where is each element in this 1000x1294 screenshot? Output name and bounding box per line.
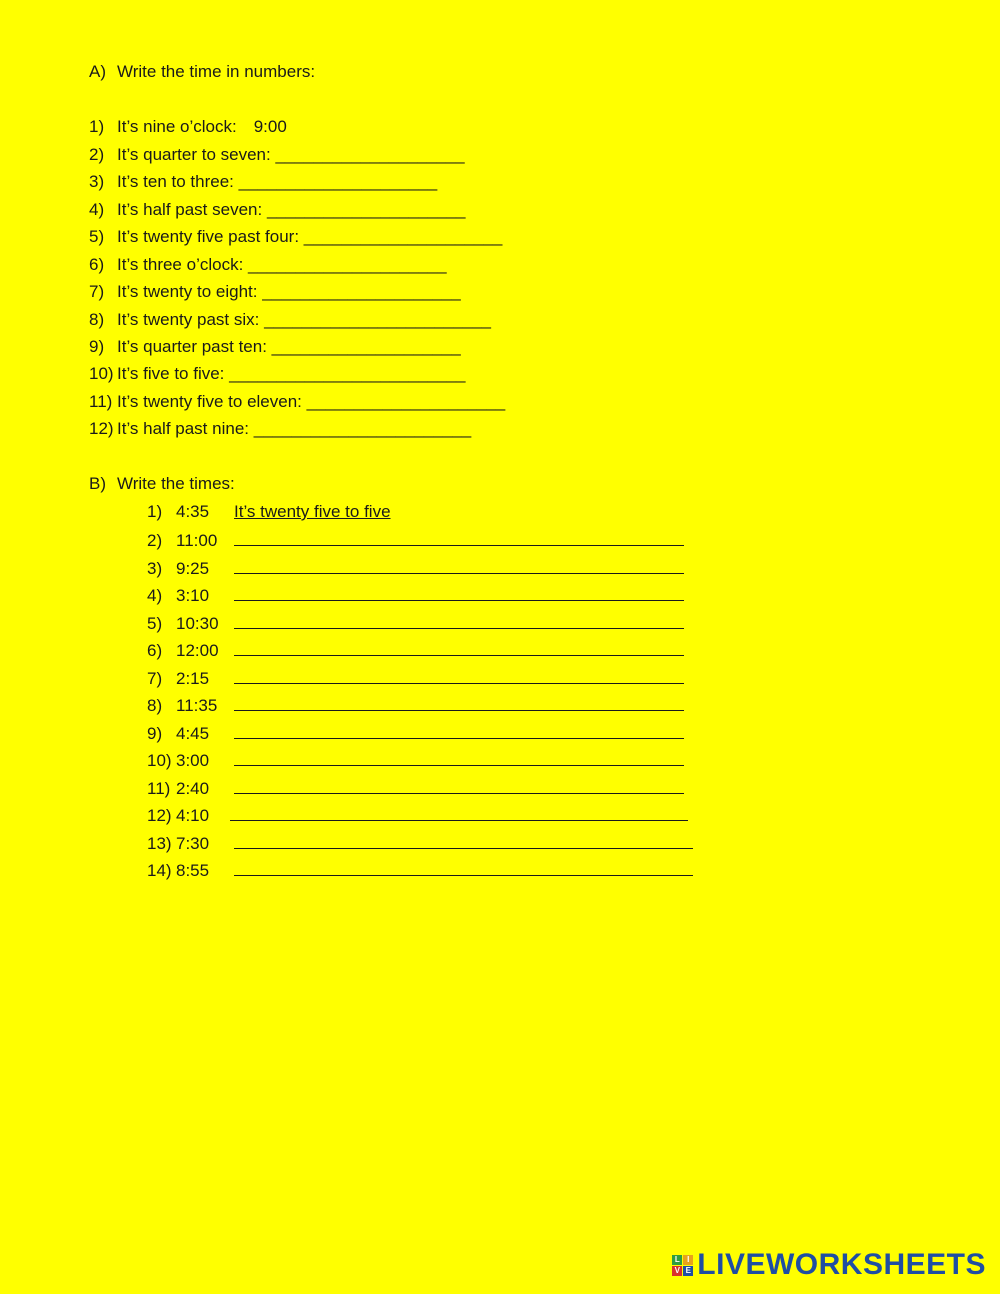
section-b-item <box>147 859 693 881</box>
item-time: 11:00 <box>176 531 218 550</box>
answer-blank[interactable] <box>234 557 684 574</box>
answer-blank[interactable] <box>234 749 684 766</box>
item-number: 13) <box>147 834 172 853</box>
item-number: 3) <box>147 559 163 578</box>
item-prompt: It’s twenty five to eleven: <box>117 392 302 411</box>
section-a-item <box>89 200 466 220</box>
answer-blank[interactable] <box>234 832 693 849</box>
item-number: 10) <box>147 751 172 770</box>
section-b-item <box>147 722 684 744</box>
item-time: 3:10 <box>176 586 210 605</box>
answer-blank[interactable] <box>234 584 684 601</box>
answer-blank[interactable]: ____________________ <box>275 145 465 164</box>
item-number: 12) <box>147 806 172 825</box>
item-prompt: It’s twenty past six: <box>117 310 260 329</box>
section-a-heading <box>89 62 315 82</box>
answer-blank[interactable]: ____________________ <box>271 337 461 356</box>
item-number: 1) <box>89 117 105 136</box>
item-time: 9:25 <box>176 559 210 578</box>
item-time: 7:30 <box>176 834 210 853</box>
section-b-item <box>147 694 684 716</box>
item-number: 11) <box>89 392 113 411</box>
answer-blank[interactable] <box>234 859 693 876</box>
section-b-item <box>147 529 684 551</box>
item-prompt: It’s five to five: <box>117 364 225 383</box>
section-a-label: A) <box>89 62 106 81</box>
item-number: 2) <box>147 531 163 550</box>
answer-blank[interactable]: _____________________ <box>248 255 447 274</box>
item-number: 5) <box>147 614 163 633</box>
section-a-item <box>89 310 491 330</box>
item-number: 5) <box>89 227 105 246</box>
item-time: 8:55 <box>176 861 210 880</box>
item-prompt: It’s twenty to eight: <box>117 282 258 301</box>
item-number: 12) <box>89 419 114 438</box>
section-a-item <box>89 117 287 137</box>
answer-blank[interactable] <box>234 639 684 656</box>
liveworksheets-wordmark: LIVEWORKSHEETS <box>697 1248 986 1281</box>
item-time: 2:40 <box>176 779 210 798</box>
answer-blank[interactable] <box>230 804 688 821</box>
section-a-item <box>89 282 461 302</box>
answer-blank[interactable]: ________________________ <box>264 310 492 329</box>
item-prompt: It’s quarter past ten: <box>117 337 267 356</box>
answer-blank[interactable]: _____________________ <box>262 282 461 301</box>
item-number: 8) <box>89 310 105 329</box>
item-time: 10:30 <box>176 614 219 633</box>
item-time: 4:10 <box>176 806 210 825</box>
answer-blank[interactable] <box>234 722 684 739</box>
section-a-item <box>89 145 465 165</box>
answer-blank[interactable] <box>234 667 684 684</box>
answer-blank[interactable]: _____________________ <box>303 227 503 246</box>
section-b-item <box>147 584 684 606</box>
liveworksheets-logo <box>672 1248 986 1282</box>
answer-blank[interactable]: _____________________ <box>266 200 466 219</box>
section-b-item <box>147 749 684 771</box>
answer-blank[interactable] <box>234 529 684 546</box>
section-b-item <box>147 804 688 826</box>
item-prompt: It’s ten to three: <box>117 172 234 191</box>
item-number: 9) <box>147 724 163 743</box>
item-prompt: It’s quarter to seven: <box>117 145 271 164</box>
section-b-item <box>147 502 391 522</box>
item-time: 11:35 <box>176 696 218 715</box>
answer-blank[interactable] <box>234 612 684 629</box>
logo-tile: L <box>672 1255 682 1265</box>
item-time: 3:00 <box>176 751 210 770</box>
item-number: 14) <box>147 861 172 880</box>
item-prompt: It’s three o’clock: <box>117 255 244 274</box>
item-number: 10) <box>89 364 114 383</box>
section-b-label: B) <box>89 474 106 493</box>
item-time: 4:35 <box>176 502 210 521</box>
item-time: 4:45 <box>176 724 210 743</box>
item-number: 6) <box>89 255 105 274</box>
item-time: 2:15 <box>176 669 210 688</box>
section-a-item <box>89 337 461 357</box>
section-a-item <box>89 419 471 439</box>
item-number: 8) <box>147 696 163 715</box>
section-b-item <box>147 832 693 854</box>
section-a-item <box>89 364 466 384</box>
answer-blank[interactable]: _____________________ <box>306 392 506 411</box>
liveworksheets-icon <box>672 1255 693 1276</box>
logo-tile: I <box>683 1255 693 1265</box>
item-number: 4) <box>89 200 105 219</box>
example-answer: 9:00 <box>253 117 287 136</box>
section-b-title: Write the times: <box>117 474 235 493</box>
section-a-item <box>89 392 505 412</box>
answer-blank[interactable]: _______________________ <box>253 419 472 438</box>
item-number: 2) <box>89 145 105 164</box>
logo-tile: E <box>683 1266 693 1276</box>
section-b-item <box>147 612 684 634</box>
section-b-item <box>147 777 684 799</box>
answer-blank[interactable] <box>234 694 684 711</box>
section-a-item <box>89 255 447 275</box>
item-number: 7) <box>89 282 105 301</box>
item-number: 6) <box>147 641 163 660</box>
item-number: 3) <box>89 172 105 191</box>
item-prompt: It’s nine o’clock: <box>117 117 237 136</box>
section-a-title: Write the time in numbers: <box>117 62 316 81</box>
logo-tile: V <box>672 1266 682 1276</box>
answer-blank[interactable]: _________________________ <box>229 364 466 383</box>
item-number: 11) <box>147 779 171 798</box>
item-number: 9) <box>89 337 105 356</box>
item-number: 4) <box>147 586 163 605</box>
section-a-item <box>89 172 437 192</box>
item-prompt: It’s half past nine: <box>117 419 249 438</box>
answer-blank[interactable] <box>234 777 684 794</box>
example-answer: It’s twenty five to five <box>234 502 391 521</box>
answer-blank[interactable]: _____________________ <box>238 172 438 191</box>
section-b-heading <box>89 474 235 494</box>
item-prompt: It’s half past seven: <box>117 200 263 219</box>
item-number: 1) <box>147 502 163 521</box>
section-a-item <box>89 227 502 247</box>
item-number: 7) <box>147 669 163 688</box>
item-time: 12:00 <box>176 641 219 660</box>
section-b-item <box>147 557 684 579</box>
section-b-item <box>147 667 684 689</box>
section-b-item <box>147 639 684 661</box>
item-prompt: It’s twenty five past four: <box>117 227 300 246</box>
